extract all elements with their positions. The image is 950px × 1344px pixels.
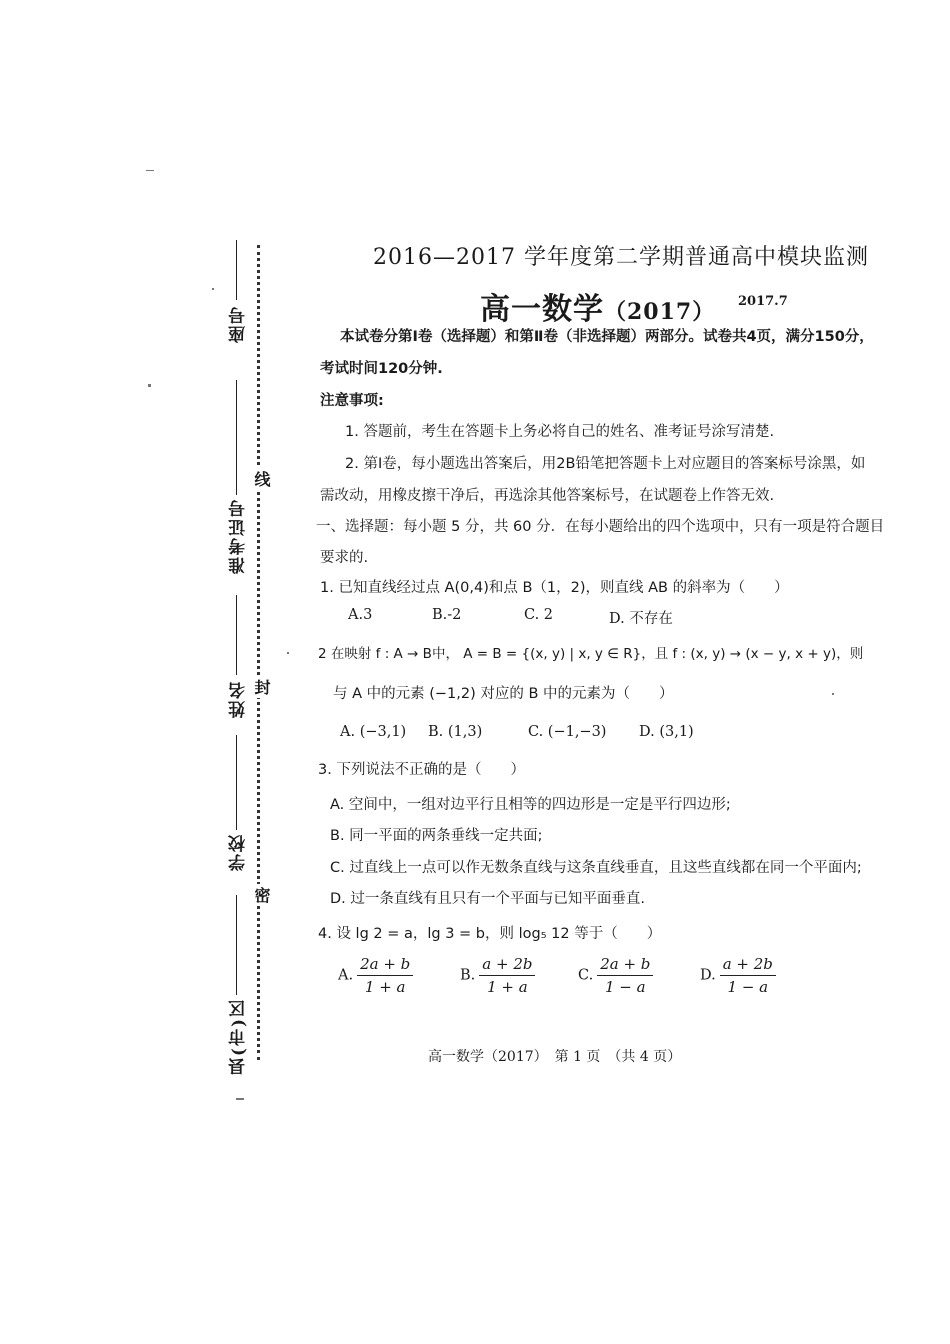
question-4-option-d (700, 955, 776, 996)
notes-heading: 注意事项: (320, 393, 384, 409)
question-2-stem-line-1: 2 在映射 f : A → B中， A = B = {(x, y) | x, y ∈ R}，且 f : (x, y) → (x − y, x + y)，则 (318, 646, 864, 662)
option-a-letter: A. (338, 967, 354, 984)
intro-line-1: 本试卷分第Ⅰ卷（选择题）和第Ⅱ卷（非选择题）两部分。试卷共4页，满分150分， (340, 329, 874, 345)
school-line (236, 735, 237, 830)
scan-speck (148, 384, 151, 387)
seat-number-line (236, 240, 237, 300)
option-d-denominator: 1 − a (727, 978, 769, 996)
admission-number-label: 准考证号 (229, 498, 249, 574)
question-4-option-a (338, 955, 413, 996)
question-1-stem: 1. 已知直线经过点 A(0,4)和点 B（1，2)，则直线 AB 的斜率为（ ） (320, 580, 789, 596)
scan-speck (832, 693, 834, 695)
question-4-stem: 4. 设 lg 2 = a，lg 3 = b，则 log₅ 12 等于（ ） (318, 926, 662, 942)
option-c-numerator: 2a + b (597, 955, 653, 976)
exam-title: 2016—2017 学年度第二学期普通高中模块监测 (373, 245, 869, 270)
question-2-stem-line-2: 与 A 中的元素 (−1,2) 对应的 B 中的元素为（ ） (333, 686, 674, 702)
name-line (236, 595, 237, 675)
option-b-letter: B. (460, 967, 476, 984)
admission-number-line (236, 380, 237, 495)
question-1-option-c: C. 2 (524, 607, 554, 623)
seal-char-line: 线 (250, 468, 273, 490)
section-1-line-1: 一、选择题：每小题 5 分，共 60 分．在每小题给出的四个选项中，只有一项是符合题目 (316, 519, 885, 535)
school-label: 学校 (229, 833, 249, 871)
option-a-numerator: 2a + b (357, 955, 413, 976)
seal-char-secret: 密 (250, 884, 273, 906)
district-label: 县(市)区 (229, 998, 249, 1076)
seat-number-label: 座号 (229, 305, 249, 343)
binding-strip (195, 230, 295, 1070)
binding-dotted-line (257, 245, 260, 1060)
question-3-option-b: B. 同一平面的两条垂线一定共面; (330, 828, 543, 844)
subject-name: 高一数学 (480, 292, 604, 327)
question-1-option-d: D. 不存在 (609, 611, 673, 627)
exam-subtitle (480, 284, 715, 328)
question-2-option-c: C. (−1,−3) (528, 724, 607, 740)
question-4-option-b (460, 955, 535, 996)
question-3-stem: 3. 下列说法不正确的是（ ） (318, 762, 525, 778)
section-1-line-2: 要求的. (320, 550, 369, 566)
intro-line-2: 考试时间120分钟. (320, 361, 443, 377)
question-3-option-a: A. 空间中，一组对边平行且相等的四边形是一定是平行四边形; (330, 797, 731, 813)
notes-item-2-line-1: 2. 第Ⅰ卷，每小题选出答案后，用2B铅笔把答题卡上对应题目的答案标号涂黑，如 (345, 456, 866, 472)
seal-char-seal: 封 (250, 676, 273, 698)
exam-date: 2017.7 (738, 294, 788, 309)
option-c-denominator: 1 − a (604, 978, 646, 996)
question-1-option-a: A.3 (348, 607, 373, 623)
scan-speck (236, 1098, 244, 1100)
question-2-option-d: D. (3,1) (639, 724, 694, 740)
option-a-denominator: 1 + a (364, 978, 406, 996)
option-d-fraction (720, 955, 776, 996)
notes-item-2-line-2: 需改动，用橡皮擦干净后，再选涂其他答案标号，在试题卷上作答无效. (320, 488, 775, 504)
option-c-fraction (597, 955, 653, 996)
question-3-option-d: D. 过一条直线有且只有一个平面与已知平面垂直. (330, 891, 645, 907)
option-b-fraction (479, 955, 535, 996)
scan-speck (212, 288, 214, 290)
notes-item-1: 1. 答题前，考生在答题卡上务必将自己的姓名、准考证号涂写清楚. (345, 424, 775, 440)
option-d-numerator: a + 2b (720, 955, 776, 976)
option-c-letter: C. (578, 967, 594, 984)
option-b-numerator: a + 2b (479, 955, 535, 976)
scan-speck (146, 170, 154, 171)
option-d-letter: D. (700, 967, 716, 984)
option-a-fraction (357, 955, 413, 996)
subject-year: （2017） (604, 299, 716, 325)
district-line (236, 895, 237, 995)
question-2-option-a: A. (−3,1) (340, 724, 407, 740)
option-b-denominator: 1 + a (487, 978, 528, 996)
question-3-option-c: C. 过直线上一点可以作无数条直线与这条直线垂直，且这些直线都在同一个平面内; (330, 860, 862, 876)
question-4-option-c (578, 955, 653, 996)
scan-speck (287, 652, 289, 654)
name-label: 姓名 (229, 680, 249, 718)
page-footer: 高一数学（2017） 第 1 页 （共 4 页） (428, 1049, 682, 1065)
question-2-option-b: B. (1,3) (428, 724, 483, 740)
question-1-option-b: B.-2 (432, 607, 462, 623)
